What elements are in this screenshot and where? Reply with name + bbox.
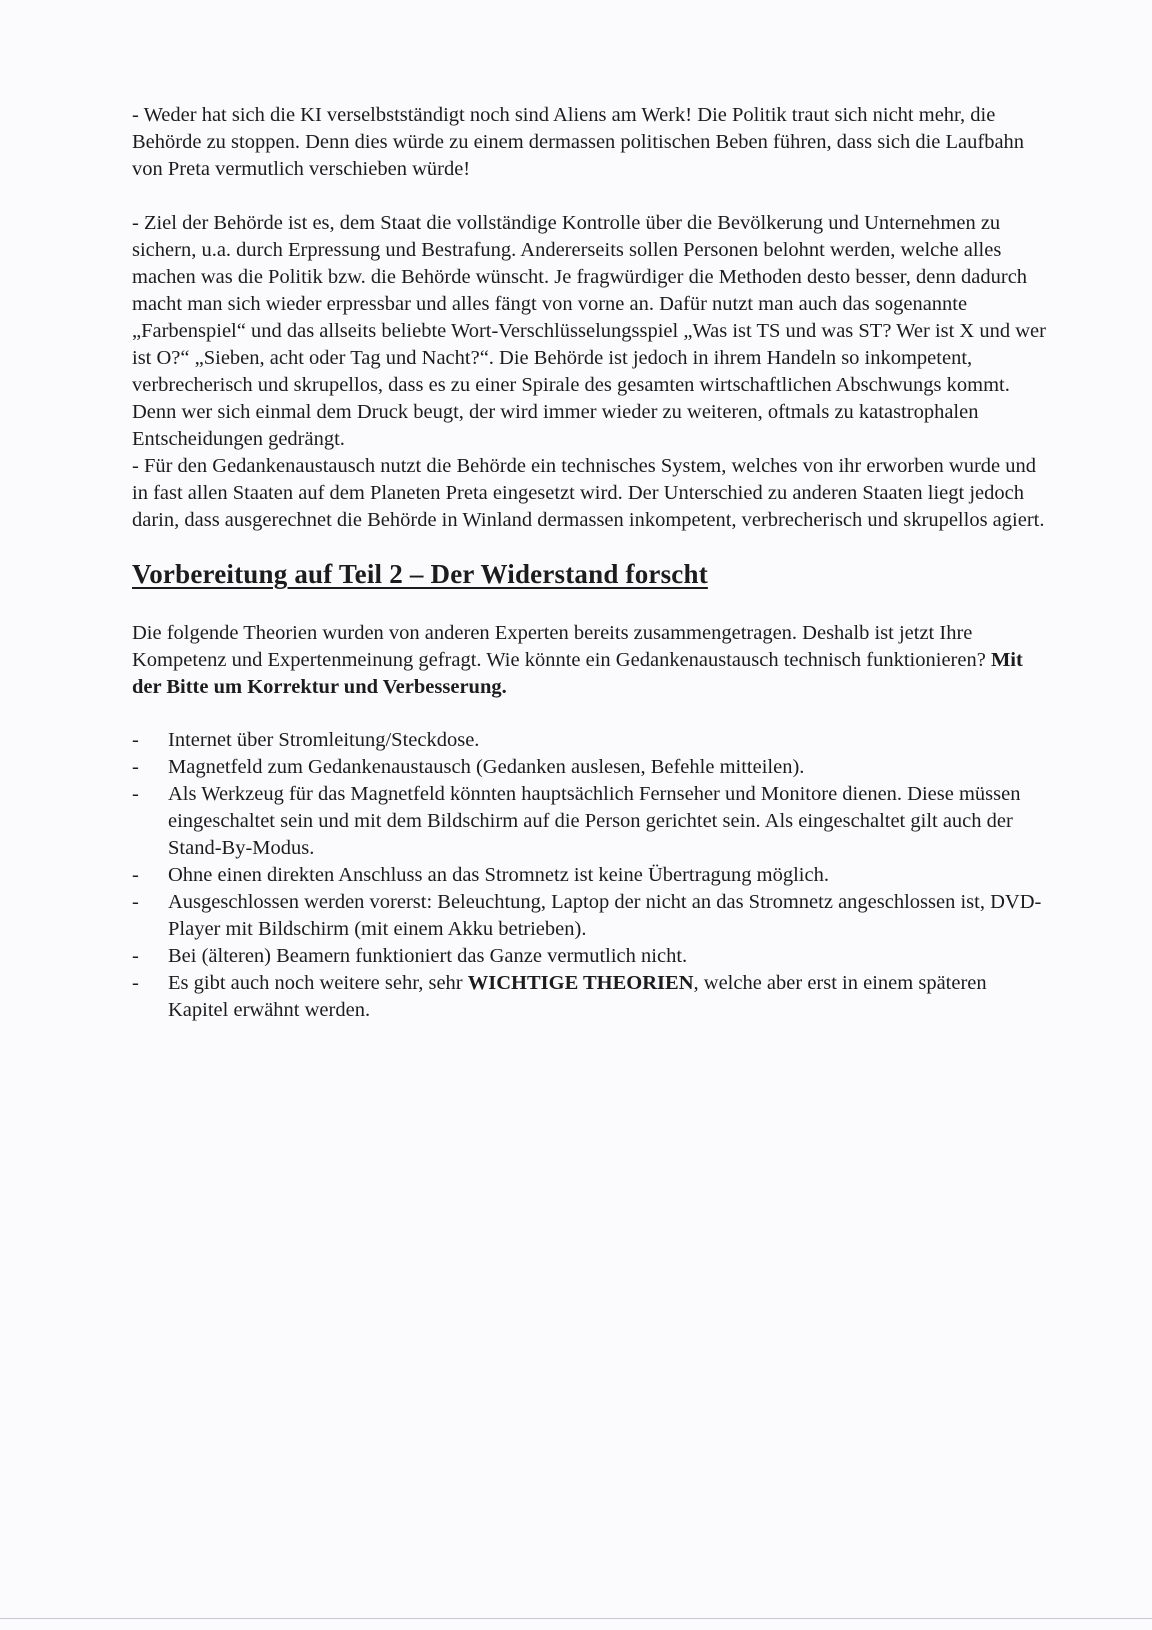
theory-list	[132, 727, 1047, 1024]
list-dash: -	[132, 864, 139, 886]
paragraph-thought-exchange: - Für den Gedankenaustausch nutzt die Behörde ein technisches System, welches von ihr erworben wurde und in fast allen Staaten auf dem Planeten Preta eingesetzt wird. Der Unterschied zu anderen Staaten liegt jedoch darin, dass ausgerechnet die Behörde in Winland dermassen inkompetent, verbrecherisch und skrupellos agiert.	[132, 455, 1045, 531]
theory-text: Ohne einen direkten Anschluss an das Stromnetz ist keine Übertragung möglich.	[168, 864, 829, 886]
theory-item	[132, 862, 1047, 889]
list-dash: -	[132, 891, 139, 913]
intro-text: Die folgende Theorien wurden von anderen Experten bereits zusammengetragen. Deshalb ist jetzt Ihre Kompetenz und Expertenmeinung gefragt. Wie könnte ein Gedankenaustausch technisch funktionieren?	[132, 622, 991, 671]
theory-text-before: Es gibt auch noch weitere sehr, sehr	[168, 972, 468, 994]
list-dash: -	[132, 972, 139, 994]
intro-bold-request: Mit der Bitte um Korrektur und Verbesserung.	[132, 649, 1023, 698]
theory-text-after: , welche aber erst in einem späteren Kapitel erwähnt werden.	[168, 972, 987, 1021]
page-bottom-edge	[0, 1618, 1152, 1619]
list-dash: -	[132, 783, 139, 805]
theory-item	[132, 727, 1047, 754]
document-body	[132, 102, 1047, 1024]
theory-item	[132, 781, 1047, 862]
theory-text: Internet über Stromleitung/Steckdose.	[168, 729, 480, 751]
theory-item	[132, 943, 1047, 970]
paragraph-gap	[132, 183, 1047, 210]
theory-text-bold: WICHTIGE THEORIEN	[467, 972, 694, 994]
paragraph-authority-goal: - Ziel der Behörde ist es, dem Staat die vollständige Kontrolle über die Bevölkerung und Unternehmen zu sichern, u.a. durch Erpressung und Bestrafung. Andererseits sollen Personen belohnt werden, welche alles machen was die Politik bzw. die Behörde wünscht. Je fragwürdiger die Methoden desto besser, denn dadurch macht man sich wieder erpressbar und alles fängt von vorne an. Dafür nutzt man auch das sogenannte „Farbenspiel“ und das allseits beliebte Wort-Verschlüsselungsspiel „Was ist TS und was ST? Wer ist X und wer ist O?“ „Sieben, acht oder Tag und Nacht?“. Die Behörde ist jedoch in ihrem Handeln so inkompetent, verbrecherisch und skrupellos, dass es zu einer Spirale des gesamten wirtschaftlichen Abschwungs kommt. Denn wer sich einmal dem Druck beugt, der wird immer wieder zu weiteren, oftmals zu katastrophalen Entscheidungen gedrängt.	[132, 212, 1046, 450]
list-dash: -	[132, 729, 139, 751]
list-dash: -	[132, 945, 139, 967]
theory-item	[132, 970, 1047, 1024]
theory-text: Ausgeschlossen werden vorerst: Beleuchtung, Laptop der nicht an das Stromnetz angeschlossen ist, DVD-Player mit Bildschirm (mit einem Akku betrieben).	[168, 891, 1042, 940]
theory-text: Als Werkzeug für das Magnetfeld könnten hauptsächlich Fernseher und Monitore dienen. Diese müssen eingeschaltet sein und mit dem Bildschirm auf die Person gerichtet sein. Als eingeschaltet gilt auch der Stand-By-Modus.	[168, 783, 1021, 859]
theory-text: Bei (älteren) Beamern funktioniert das Ganze vermutlich nicht.	[168, 945, 688, 967]
section-heading: Vorbereitung auf Teil 2 – Der Widerstand forscht	[132, 559, 708, 589]
theory-text: Magnetfeld zum Gedankenaustausch (Gedanken auslesen, Befehle mitteilen).	[168, 756, 805, 778]
list-dash: -	[132, 756, 139, 778]
theory-item	[132, 754, 1047, 781]
intro-paragraph	[132, 620, 1047, 701]
paragraph-politics: - Weder hat sich die KI verselbstständigt noch sind Aliens am Werk! Die Politik traut sich nicht mehr, die Behörde zu stoppen. Denn dies würde zu einem dermassen politischen Beben führen, dass sich die Laufbahn von Preta vermutlich verschieben würde!	[132, 104, 1025, 180]
theory-item	[132, 889, 1047, 943]
